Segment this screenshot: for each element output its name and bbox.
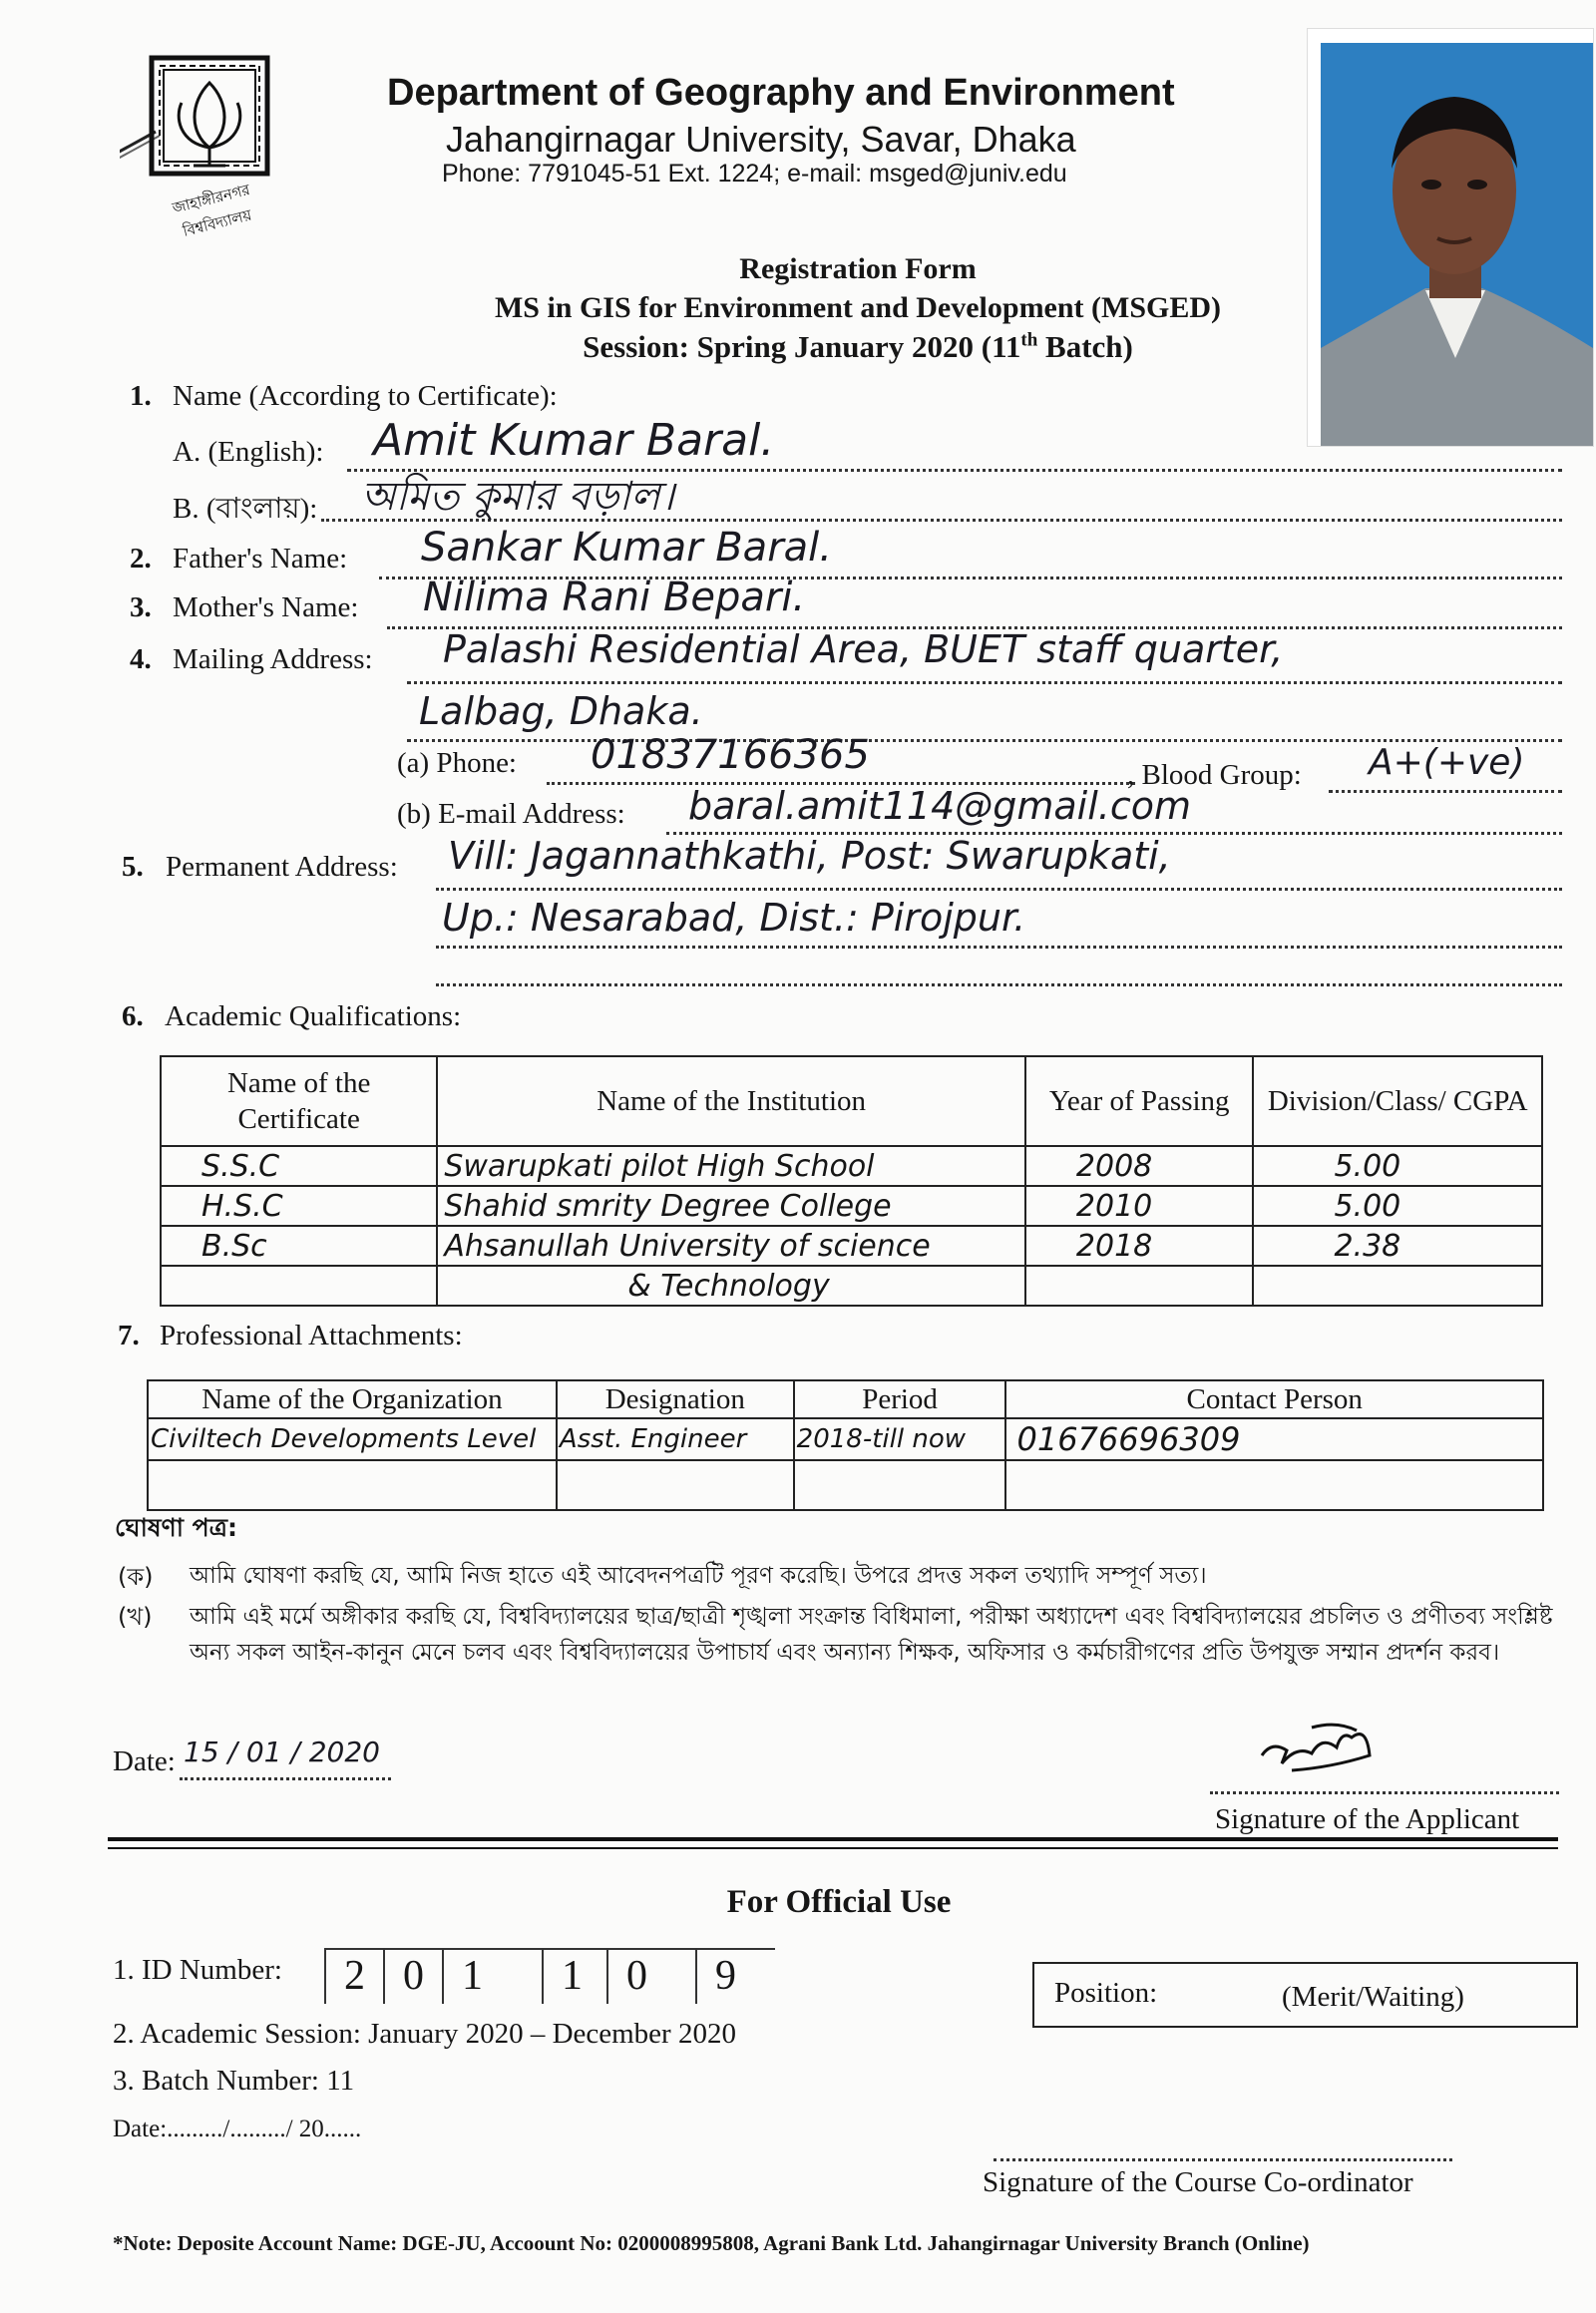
mother-name-field[interactable] [387,575,1562,629]
declaration-heading: ঘোষণা পত্র: [115,1513,238,1542]
result-cell[interactable]: 5.00 [1253,1186,1542,1226]
university-name: Jahangirnagar University, Savar, Dhaka [446,119,1076,160]
declaration-date-field[interactable] [180,1735,391,1780]
academic-table [160,1055,1543,1307]
official-use-title: For Official Use [726,1884,952,1920]
field-number-6: 6. [122,1000,144,1032]
father-name-field[interactable] [379,525,1562,579]
permanent-address-value-2: Up.: Nesarabad, Dist.: Pirojpur. [442,896,1026,940]
mailing-address-line2[interactable] [407,689,1562,742]
permanent-address-label: Permanent Address: [166,851,398,883]
field-number-2: 2. [130,543,152,575]
declaration-item-ka: আমি ঘোষণা করছি যে, আমি নিজ হাতে এই আবেদনপত্রটি পূরণ করেছি। উপরে প্রদত্ত সকল তথ্যাদি সম্পূর্ণ সত্য। [190,1563,1207,1589]
academic-row [161,1146,1542,1186]
field-number-1: 1. [130,380,152,412]
session-text: Session: Spring January 2020 (11 [583,329,1021,364]
permanent-address-line3[interactable] [436,960,1562,986]
declaration-date-label: Date: [113,1745,176,1777]
contact-cell[interactable] [1005,1460,1543,1510]
result-cell[interactable] [1253,1266,1542,1306]
academic-header-year: Year of Passing [1025,1056,1254,1146]
name-bangla-value: অমিত কুমার বড়াল। [361,474,675,520]
session-suffix: Batch) [1037,329,1133,364]
institution-cell-continued[interactable]: & Technology [437,1266,1025,1306]
declaration-marker-ka: (ক) [118,1563,154,1591]
coordinator-signature-line [994,2140,1452,2161]
id-number-label: 1. ID Number: [113,1954,282,1986]
mailing-address-value-1: Palashi Residential Area, BUET staff quarter, [443,627,1284,671]
result-cell[interactable]: 5.00 [1253,1146,1542,1186]
academic-header-institution: Name of the Institution [437,1056,1025,1146]
mother-name-value: Nilima Rani Bepari. [423,575,806,620]
father-label: Father's Name: [173,543,348,575]
field-number-5: 5. [122,851,144,883]
professional-header-contact: Contact Person [1005,1380,1543,1418]
organization-cell[interactable]: Civiltech Developments Level [148,1418,557,1460]
deposit-note: *Note: Deposite Account Name: DGE-JU, Accoount No: 0200008995808, Agrani Bank Ltd. Jahangirnagar University Branch (Online) [113,2231,1310,2255]
name-english-value: Amit Kumar Baral. [373,415,775,466]
institution-cell[interactable]: Swarupkati pilot High School [437,1146,1025,1186]
father-name-value: Sankar Kumar Baral. [421,525,832,571]
field-number-4: 4. [130,643,152,675]
email-label: (b) E-mail Address: [397,798,625,830]
permanent-address-line2[interactable] [436,896,1562,949]
professional-row [148,1460,1543,1510]
mailing-address-value-2: Lalbag, Dhaka. [419,689,703,733]
contact-cell[interactable]: 01676696309 [1005,1418,1543,1460]
mailing-address-label: Mailing Address: [173,643,373,675]
id-digit-box[interactable]: 2 [324,1948,383,2004]
academic-header-result: Division/Class/ CGPA [1253,1056,1542,1146]
permanent-address-value-1: Vill: Jagannathkathi, Post: Swarupkati, [448,834,1171,878]
professional-table [147,1379,1544,1511]
contact-line: Phone: 7791045-51 Ext. 1224; e-mail: msged@juniv.edu [442,160,1067,188]
permanent-address-line1[interactable] [436,834,1562,891]
form-title: Registration Form [739,252,977,285]
email-value: baral.amit114@gmail.com [688,784,1192,828]
logo-caption: জাহাঙ্গীরনগর বিশ্ববিদ্যালয় [171,183,254,240]
id-digit-box[interactable]: 0 [606,1948,665,2004]
year-cell[interactable] [1025,1266,1254,1306]
academic-heading: Academic Qualifications: [165,1000,462,1032]
academic-row [161,1266,1542,1306]
id-digit-box[interactable]: 9 [695,1948,754,2004]
academic-header-certificate: Name of the Certificate [161,1056,437,1146]
academic-session-line: 2. Academic Session: January 2020 – December 2020 [113,2018,736,2050]
name-bangla-label: B. (বাংলায়): [173,493,318,525]
applicant-signature-line [1210,1771,1559,1794]
field-number-3: 3. [130,591,152,623]
professional-header-organization: Name of the Organization [148,1380,557,1418]
applicant-signature-label: Signature of the Applicant [1215,1803,1520,1835]
university-logo [120,48,309,247]
professional-header-period: Period [794,1380,1006,1418]
declaration-item-kha: আমি এই মর্মে অঙ্গীকার করছি যে, বিশ্ববিদ্যালয়ের ছাত্র/ছাত্রী শৃঙ্খলা সংক্রান্ত বিধিমালা, পরীক্ষা অধ্যাদেশ এবং বিশ্ববিদ্যালয়ের প্রচলিত ও প্রণীতব্য সংশ্লিষ্ট অন্য সকল আইন-কানুন মেনে চলব এবং বিশ্ববিদ্যালয়ের উপাচার্য এবং অন্যান্য শিক্ষক, অফিসার ও কর্মচারীগণের প্রতি উপযুক্ত সম্মান প্রদর্শন করব। [190,1604,1553,1666]
applicant-photo [1307,28,1594,447]
blood-group-field[interactable] [1329,742,1562,793]
mother-label: Mother's Name: [173,591,359,623]
official-divider [108,1837,1558,1841]
position-options: (Merit/Waiting) [1282,1981,1464,2013]
result-cell[interactable]: 2.38 [1253,1226,1542,1266]
period-cell[interactable]: 2018-till now [794,1418,1006,1460]
position-label: Position: [1054,1977,1158,2009]
batch-number-line: 3. Batch Number: 11 [113,2065,355,2097]
blood-group-value: A+(+ve) [1369,742,1525,783]
institution-cell[interactable]: Shahid smrity Degree College [437,1186,1025,1226]
department-title: Department of Geography and Environment [387,72,1175,114]
email-field[interactable] [666,784,1562,835]
phone-field[interactable] [547,732,1135,785]
year-cell[interactable]: 2018 [1025,1226,1254,1266]
session-title [0,329,1596,365]
applicant-portrait-icon [1308,29,1593,446]
phone-value: 01837166365 [591,732,870,778]
professional-header-designation: Designation [557,1380,794,1418]
designation-cell[interactable]: Asst. Engineer [557,1418,794,1460]
certificate-cell[interactable] [161,1266,437,1306]
position-box[interactable] [1032,1962,1578,2028]
official-divider-thin [108,1847,1558,1849]
blood-group-label: , Blood Group: [1127,759,1302,791]
designation-cell[interactable] [557,1460,794,1510]
mailing-address-line1[interactable] [407,627,1562,684]
official-date-line: Date:........./........./ 20...... [113,2116,362,2142]
certificate-cell[interactable]: S.S.C [161,1146,437,1186]
academic-row [161,1186,1542,1226]
field-number-7: 7. [118,1320,140,1351]
year-cell[interactable]: 2010 [1025,1186,1254,1226]
program-title: MS in GIS for Environment and Development (MSGED) [494,291,1222,324]
name-english-label: A. (English): [173,436,324,468]
coordinator-signature-label: Signature of the Course Co-ordinator [983,2166,1413,2198]
name-heading: Name (According to Certificate): [173,380,558,412]
year-cell[interactable]: 2008 [1025,1146,1254,1186]
session-sup: th [1020,329,1038,351]
id-digit-box[interactable]: 1 [542,1948,600,2004]
phone-label: (a) Phone: [397,747,517,779]
professional-heading: Professional Attachments: [160,1320,463,1351]
certificate-cell[interactable]: B.Sc [161,1226,437,1266]
organization-cell[interactable] [148,1460,557,1510]
name-bangla-field[interactable] [321,474,1562,522]
professional-row [148,1418,1543,1460]
id-digit-box[interactable]: 0 [383,1948,442,2004]
declaration-date-value: 15 / 01 / 2020 [184,1735,380,1768]
period-cell[interactable] [794,1460,1006,1510]
declaration-marker-kha: (খ) [118,1603,153,1631]
institution-cell[interactable]: Ahsanullah University of science [437,1226,1025,1266]
id-digit-box[interactable]: 1 [442,1948,501,2004]
academic-row [161,1226,1542,1266]
certificate-cell[interactable]: H.S.C [161,1186,437,1226]
